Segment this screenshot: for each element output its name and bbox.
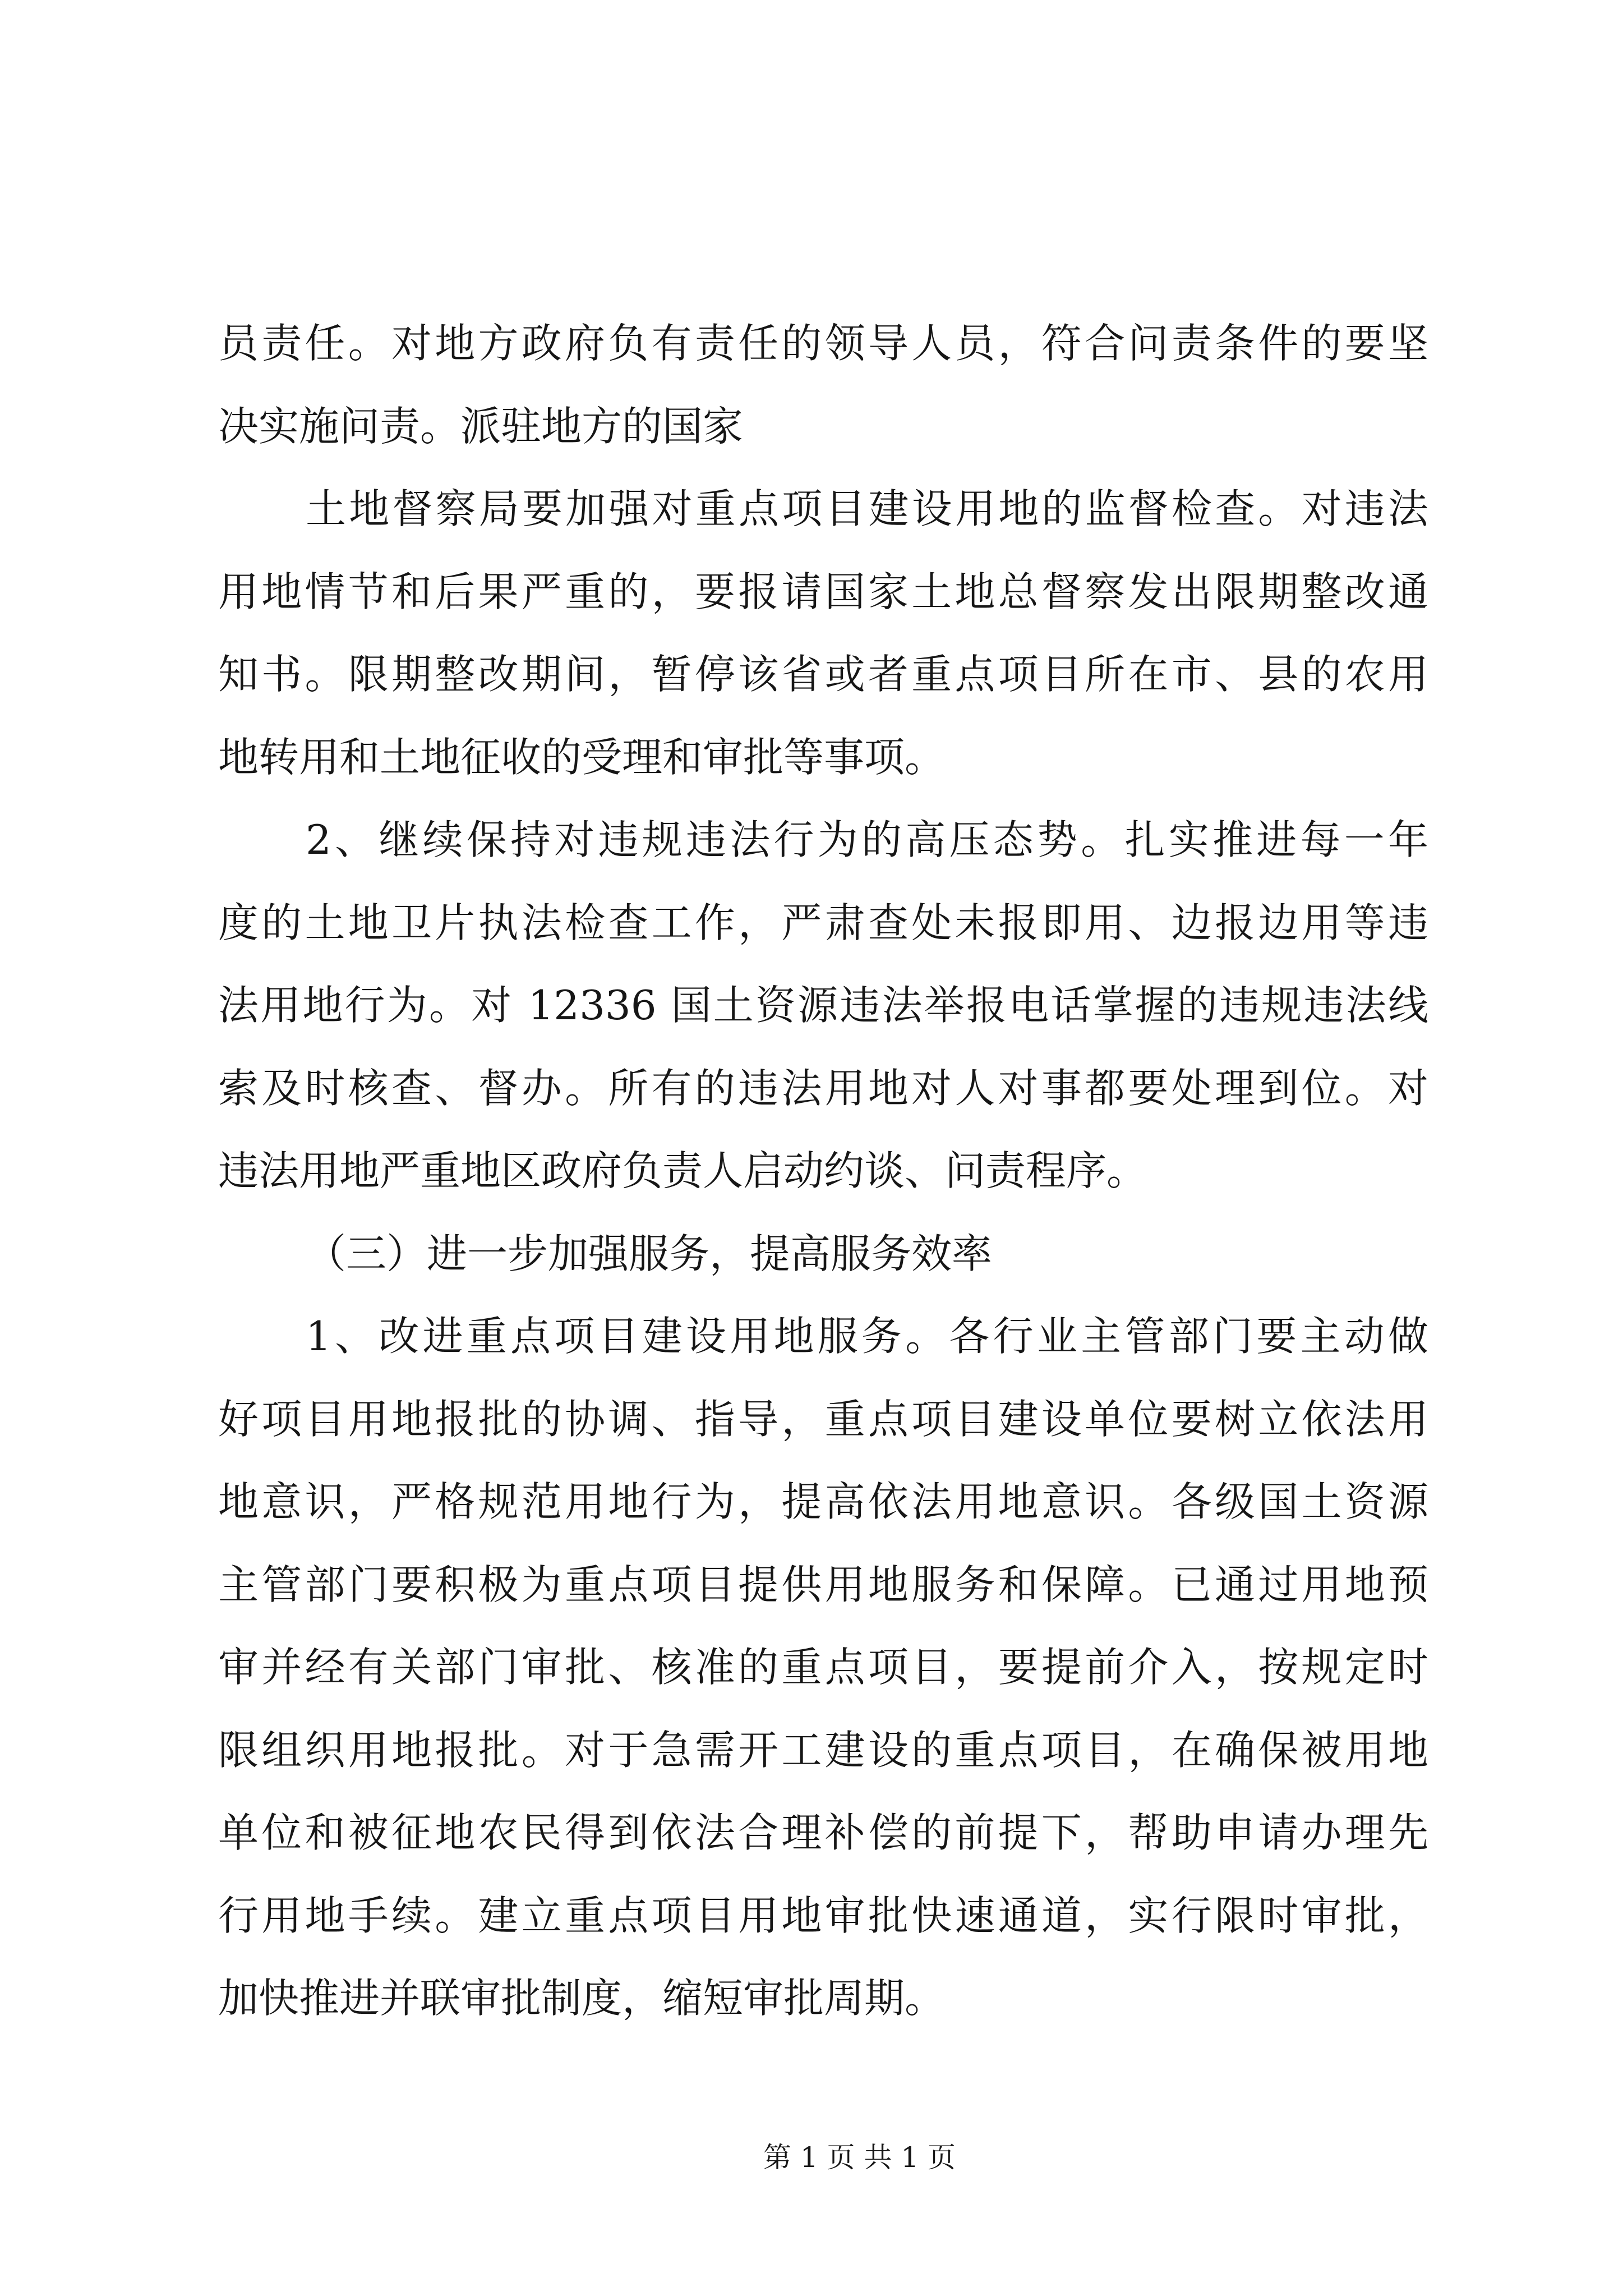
text-line: 用地情节和后果严重的，要报请国家土地总督察发出限期整改通 xyxy=(218,568,1428,615)
body-paragraph xyxy=(218,1295,1428,2040)
text-line: 决实施问责。派驻地方的国家 xyxy=(218,402,744,450)
body-paragraph xyxy=(218,799,1428,1213)
text-line: 加快推进并联审批制度，缩短审批周期。 xyxy=(218,1975,946,2022)
text-line: 地意识，严格规范用地行为，提高依法用地意识。各级国土资源 xyxy=(218,1478,1428,1525)
text-line: 2、继续保持对违规违法行为的高压态势。扎实推进每一年 xyxy=(306,816,1428,863)
document-body xyxy=(218,302,1428,2040)
text-line: 主管部门要积极为重点项目提供用地服务和保障。已通过用地预 xyxy=(218,1561,1428,1608)
text-line: 行用地手续。建立重点项目用地审批快速通道，实行限时审批， xyxy=(218,1892,1428,1939)
text-line: 土地督察局要加强对重点项目建设用地的监督检查。对违法 xyxy=(306,485,1428,532)
text-line: 度的土地卫片执法检查工作，严肃查处未报即用、边报边用等违 xyxy=(218,899,1428,946)
text-line: 审并经有关部门审批、核准的重点项目，要提前介入，按规定时 xyxy=(218,1644,1428,1691)
text-line: 1、改进重点项目建设用地服务。各行业主管部门要主动做 xyxy=(306,1313,1428,1360)
body-paragraph xyxy=(218,468,1428,799)
text-line: 法用地行为。对 12336 国土资源违法举报电话掌握的违规违法线 xyxy=(218,982,1428,1029)
section-heading xyxy=(218,1213,1428,1296)
text-line: 限组织用地报批。对于急需开工建设的重点项目，在确保被用地 xyxy=(218,1726,1428,1774)
text-line: 违法用地严重地区政府负责人启动约谈、问责程序。 xyxy=(218,1147,1147,1194)
body-paragraph xyxy=(218,302,1428,468)
text-line: 单位和被征地农民得到依法合理补偿的前提下，帮助申请办理先 xyxy=(218,1809,1428,1856)
text-line: 知书。限期整改期间，暂停该省或者重点项目所在市、县的农用 xyxy=(218,651,1428,698)
page-footer: 第 1 页 共 1 页 xyxy=(763,2141,956,2174)
text-line: 员责任。对地方政府负有责任的领导人员，符合问责条件的要坚 xyxy=(218,320,1428,367)
text-line: 地转用和土地征收的受理和审批等事项。 xyxy=(218,733,946,781)
text-line: 索及时核查、督办。所有的违法用地对人对事都要处理到位。对 xyxy=(218,1064,1428,1112)
text-line: 好项目用地报批的协调、指导，重点项目建设单位要树立依法用 xyxy=(218,1395,1428,1443)
heading-line: （三）进一步加强服务，提高服务效率 xyxy=(306,1230,993,1277)
